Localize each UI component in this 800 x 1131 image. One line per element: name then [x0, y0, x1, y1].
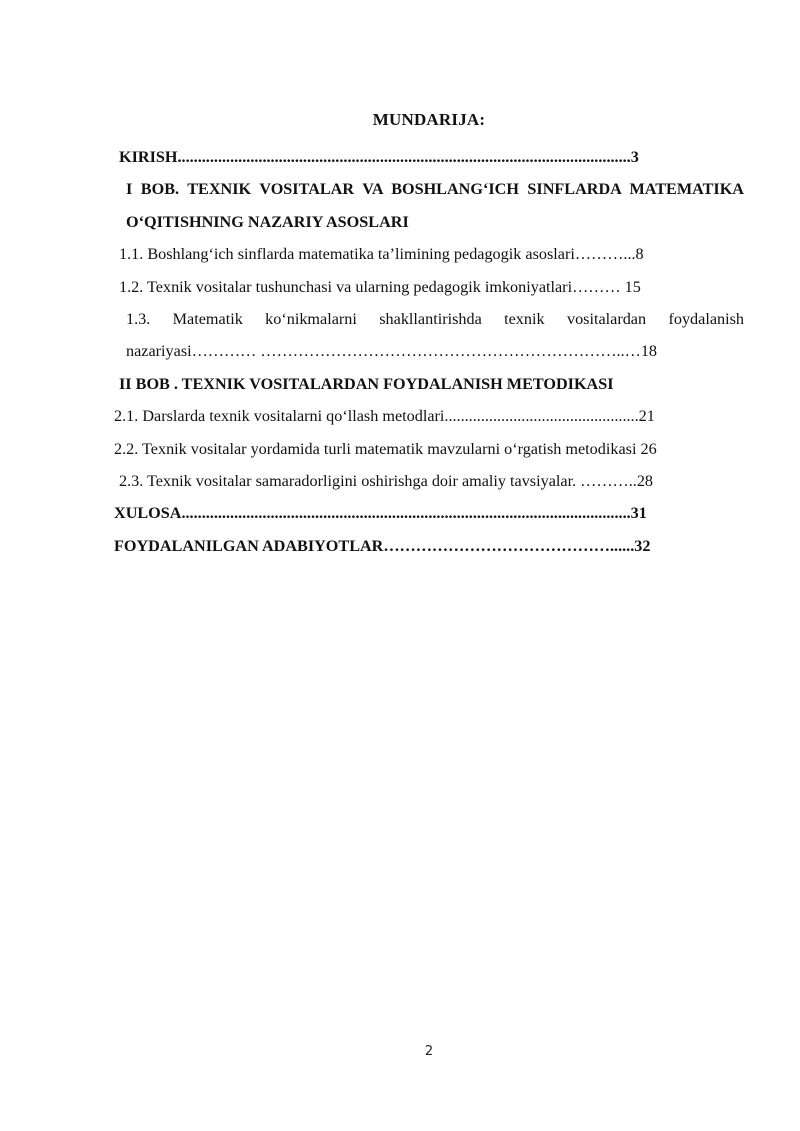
- toc-entry-2-3: 2.3. Texnik vositalar samaradorligini oshirishga doir amaliy tavsiyalar. ………..28: [119, 472, 654, 491]
- page-title: MUNDARIJA:: [372, 110, 486, 129]
- toc-entry-adabiyotlar: FOYDALANILGAN ADABIYOTLAR……………………………………......32: [114, 536, 651, 555]
- page-number: 2: [424, 1044, 434, 1059]
- toc-entry-1-3: 1.3. Matematik ko‘nikmalarni shakllantirishda texnik vositalardan foydalanish nazariyasi………… …………………………………………………………..…18: [126, 310, 744, 361]
- toc-entry-chapter-2: II BOB . TEXNIK VOSITALARDAN FOYDALANISH METODIKASI: [119, 374, 614, 393]
- toc-entry-chapter-1: I BOB. TEXNIK VOSITALAR VA BOSHLANG‘ICH SINFLARDA MATEMATIKA O‘QITISHNING NAZARIY ASOSLARI: [126, 180, 744, 231]
- toc-entry-xulosa: XULOSA...............................................................................................................31: [114, 504, 647, 523]
- toc-entry-2-2: 2.2. Texnik vositalar yordamida turli matematik mavzularni o‘rgatish metodikasi 26: [114, 439, 657, 458]
- toc-entry-2-1: 2.1. Darslarda texnik vositalarni qo‘llash metodlari................................................21: [114, 407, 655, 426]
- toc-entry-kirish: KIRISH................................................................................................................3: [119, 148, 639, 166]
- toc-entry-1-1: 1.1. Boshlang‘ich sinflarda matematika ta’limining pedagogik asoslari………...8: [119, 245, 644, 264]
- table-of-contents: [114, 141, 744, 562]
- toc-entry-1-2: 1.2. Texnik vositalar tushunchasi va ularning pedagogik imkoniyatlari……… 15: [119, 277, 641, 296]
